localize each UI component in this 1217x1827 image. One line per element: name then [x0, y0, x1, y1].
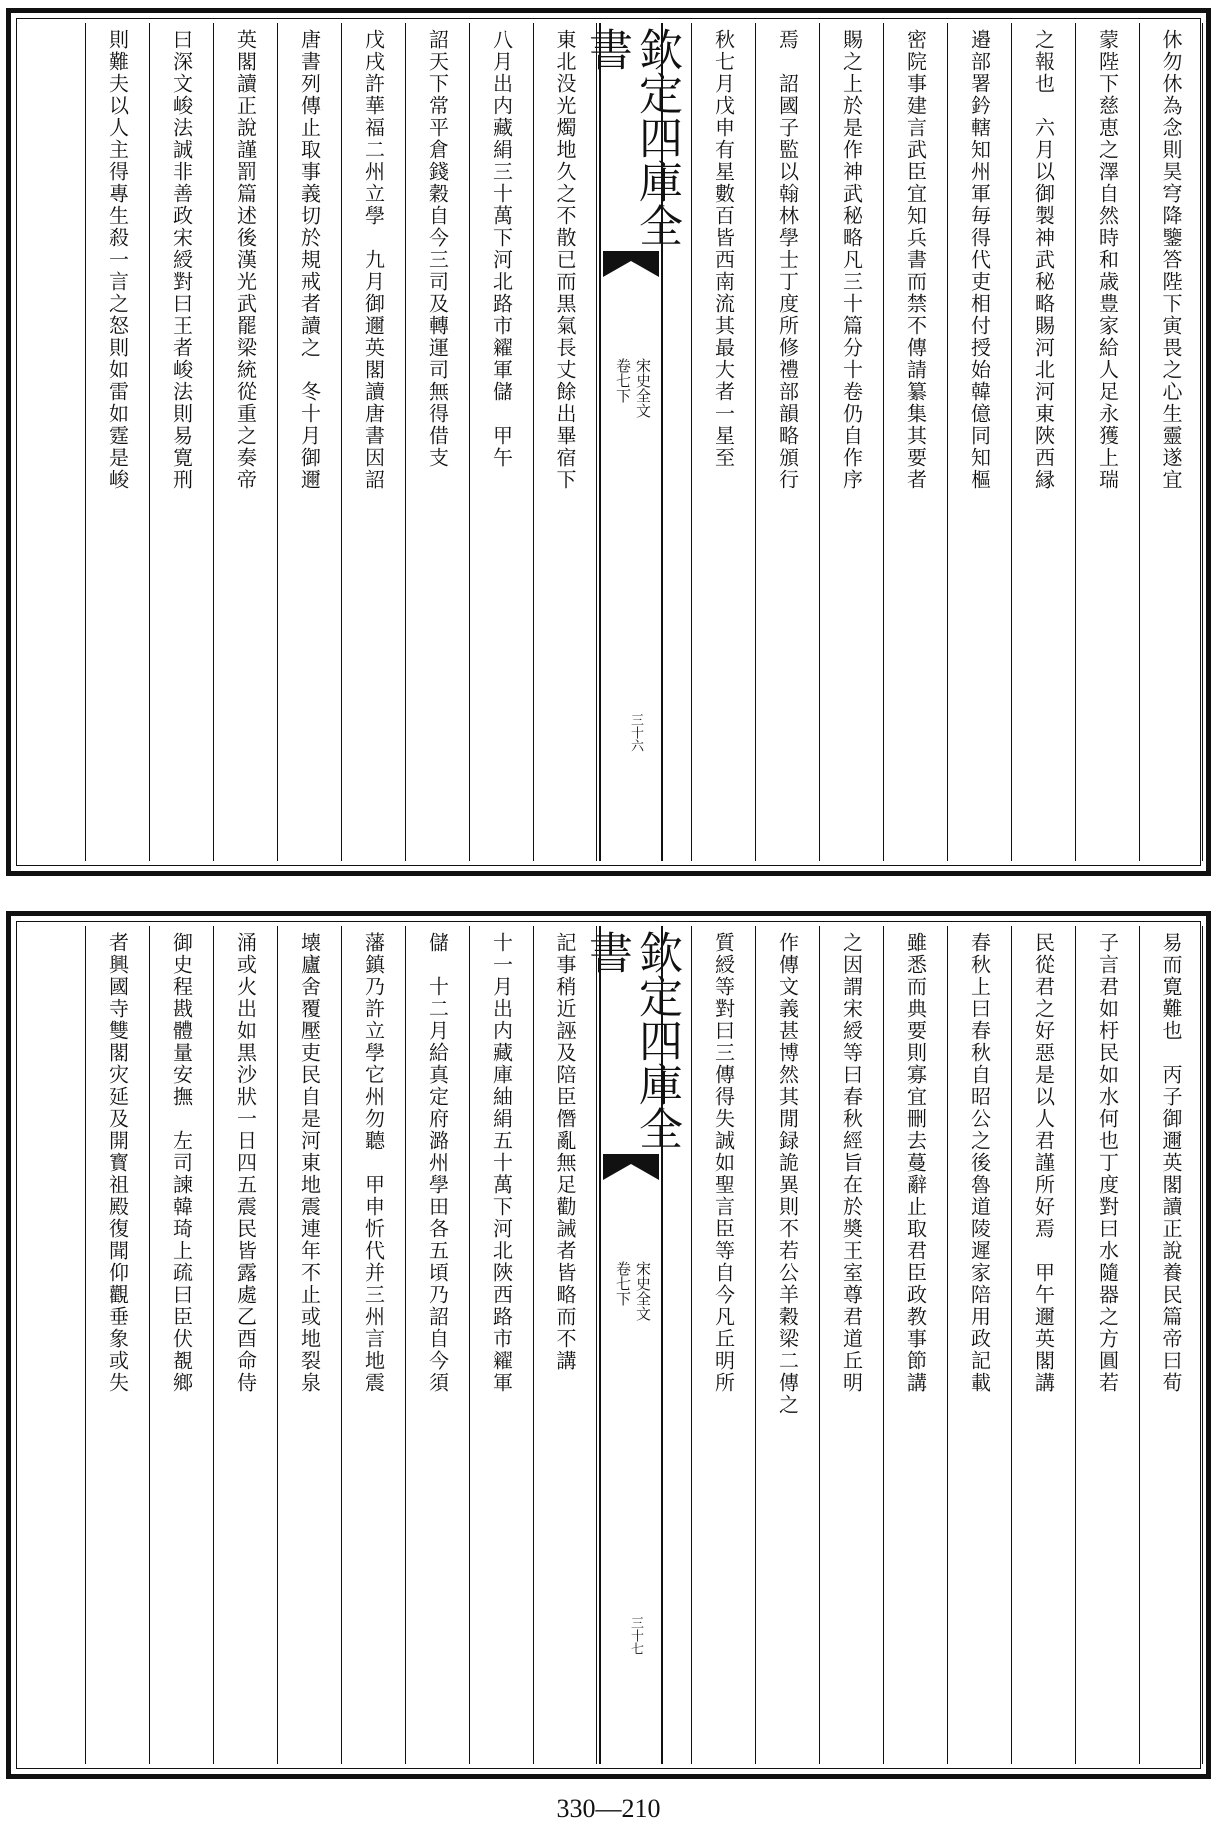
column-text: 易而寛難也 丙子御邇英閣讀正說養民篇帝曰荀 [1159, 932, 1183, 1394]
column-text: 御史程戡體量安撫 左司諫韓琦上疏曰臣伏覩鄉 [169, 932, 194, 1394]
book-page-lower [6, 911, 1211, 1779]
text-column [755, 926, 819, 1764]
right-half-text [665, 23, 1203, 861]
column-text: 質綬等對曰三傳得失誠如聖言臣等自今凡丘明所 [711, 932, 736, 1394]
text-column [883, 926, 947, 1764]
text-column [1075, 926, 1139, 1764]
column-text: 戊戌許華福二州立學 九月御邇英閣讀唐書因詔 [361, 29, 386, 491]
column-text: 十一月出内藏庫紬絹五十萬下河北陜西路市糴軍 [489, 932, 514, 1394]
text-column [149, 23, 213, 861]
text-column [947, 926, 1011, 1764]
column-text: 者興國寺雙閣灾延及開寳祖殿復聞仰觀垂象或失 [105, 932, 130, 1394]
left-half-text [21, 23, 597, 861]
text-column [277, 23, 341, 861]
fold-title: 欽定四庫全書 [581, 930, 682, 1150]
fold-title: 欽定四庫全書 [581, 27, 682, 247]
footer-page-number: 330—210 [556, 1794, 661, 1823]
text-column [213, 23, 277, 861]
text-column [213, 926, 277, 1764]
column-text: 賜之上於是作神武秘略凡三十篇分十卷仍自作序 [839, 29, 864, 491]
center-fold [581, 23, 682, 861]
fold-book-info [609, 1261, 657, 1331]
column-text: 曰深文峻法誠非善政宋綬對曰王者峻法則易寛刑 [169, 29, 194, 491]
column-text: 密院事建言武臣宜知兵書而禁不傳請纂集其要者 [903, 29, 928, 491]
column-text: 休勿休為念則昊穹降鑒答陛下寅畏之心生靈遂宜 [1159, 29, 1183, 491]
text-column [1011, 926, 1075, 1764]
column-text: 焉 詔國子監以翰林學士丁度所修禮部韻略頒行 [775, 29, 800, 491]
column-text: 民從君之好惡是以人君謹所好焉 甲午邇英閣講 [1031, 932, 1056, 1394]
text-column [85, 23, 149, 861]
column-text: 唐書列傳止取事義切於規戒者讀之 冬十月御邇 [297, 29, 322, 491]
column-text: 詔天下常平倉錢穀自今三司及轉運司無得借支 [425, 29, 450, 469]
fold-page-number: 三十七 [628, 1616, 643, 1655]
column-text: 則難夫以人主得專生殺一言之怒則如雷如霆是峻 [105, 29, 130, 491]
column-text: 八月出内藏絹三十萬下河北路市糴軍儲 甲午 [489, 29, 514, 469]
text-column [277, 926, 341, 1764]
text-column [1139, 926, 1203, 1764]
column-text: 雖悉而典要則寡宜刪去蔓辭止取君臣政教事節講 [903, 932, 928, 1394]
column-text: 涌或火出如黒沙狀一日四五震民皆露處乙酉命侍 [233, 932, 258, 1394]
center-fold [581, 926, 682, 1764]
column-text: 記事稍近誣及陪臣僭亂無足勸誡者皆略而不講 [553, 932, 577, 1372]
column-text: 作傳文義甚博然其閒録詭異則不若公羊穀梁二傳之 [775, 932, 800, 1416]
fold-book-title: 宋史全文 [634, 1261, 652, 1321]
text-column [1075, 23, 1139, 861]
column-text: 子言君如杅民如水何也丁度對曰水隨器之方圓若 [1095, 932, 1120, 1394]
text-column [755, 23, 819, 861]
column-text: 邉部署鈐轄知州軍毎得代吏相付授始韓億同知樞 [967, 29, 992, 491]
column-text: 儲 十二月給真定府潞州學田各五頃乃詔自今須 [425, 932, 450, 1394]
column-text: 之因謂宋綬等曰春秋經旨在於奬王室尊君道丘明 [839, 932, 864, 1394]
text-column [149, 926, 213, 1764]
column-text: 春秋上曰春秋自昭公之後魯道陵遲家陪用政記載 [967, 932, 992, 1394]
column-text: 蒙陛下慈恵之澤自然時和歳豊家給人足永獲上瑞 [1095, 29, 1120, 491]
fold-volume: 卷七下 [614, 1261, 632, 1306]
text-column [691, 23, 755, 861]
text-column [883, 23, 947, 861]
text-column [405, 23, 469, 861]
fold-book-info [609, 358, 657, 428]
right-half-text [665, 926, 1203, 1764]
column-text: 壊廬舍覆壓吏民自是河東地震連年不止或地裂泉 [297, 932, 322, 1394]
column-text: 英閣讀正說謹罰篇述後漢光武罷梁統從重之奏帝 [233, 29, 258, 491]
text-column [469, 23, 533, 861]
text-column [405, 926, 469, 1764]
text-column [469, 926, 533, 1764]
fishtail-mark-icon [603, 249, 659, 279]
text-column [85, 926, 149, 1764]
text-column [533, 23, 597, 861]
column-text: 秋七月戊申有星數百皆西南流其最大者一星至 [711, 29, 736, 469]
text-column [533, 926, 597, 1764]
text-column [819, 23, 883, 861]
text-column [1011, 23, 1075, 861]
fold-page-number: 三十六 [628, 713, 643, 752]
column-text: 藩鎮乃許立學它州勿聽 甲申忻代并三州言地震 [361, 932, 386, 1394]
text-column [819, 926, 883, 1764]
fold-volume: 卷七下 [614, 358, 632, 403]
text-column [341, 926, 405, 1764]
fold-book-title: 宋史全文 [634, 358, 652, 418]
left-half-text [21, 926, 597, 1764]
fishtail-mark-icon [603, 1152, 659, 1182]
text-column [1139, 23, 1203, 861]
text-column [947, 23, 1011, 861]
text-column [341, 23, 405, 861]
text-column [691, 926, 755, 1764]
column-text: 東北没光燭地久之不散已而黒氣長丈餘出畢宿下 [553, 29, 577, 491]
column-text: 之報也 六月以御製神武秘略賜河北河東陜西縁 [1031, 29, 1056, 491]
book-page-upper [6, 8, 1211, 876]
